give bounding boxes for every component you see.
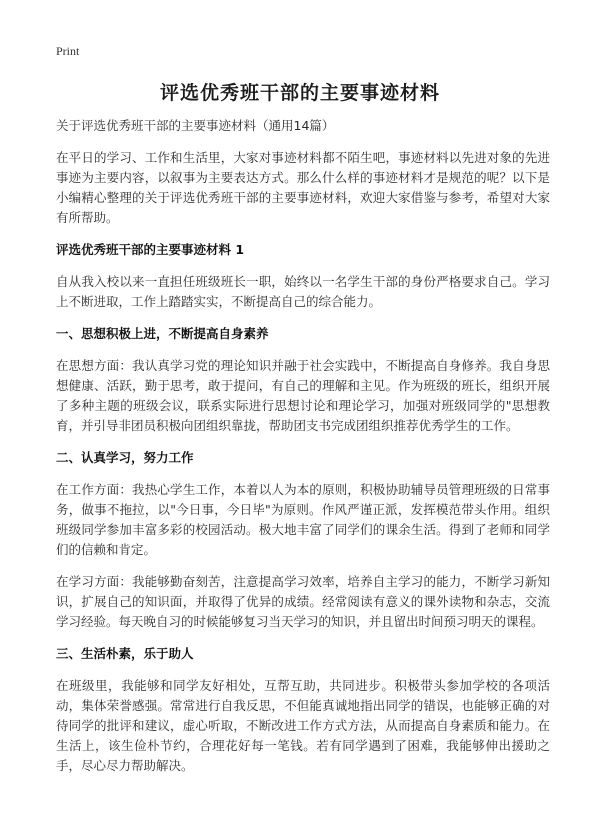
section-1-paragraph: 在思想方面：我认真学习党的理论知识并融于社会实践中，不断提高自身修养。我自身思想健康、活跃，勤于思考，敢于提问，有自己的理解和主见。作为班级的班长，组织开展了多种主题的班级会议，联系实际进行思想讨论和理论学习，加强对班级同学的"思想教育，并引导非团员积极向团组织靠拢，帮助团支书完成团组织推荐优秀学生的工作。	[56, 358, 550, 433]
article-body	[56, 116, 550, 788]
section-1-heading: 一、思想积极上进，不断提高自身素养	[56, 326, 269, 341]
print-link[interactable]: Print	[56, 44, 80, 58]
section-3-heading: 三、生活朴素，乐于助人	[56, 646, 194, 661]
section-2-paragraph-study: 在学习方面：我能够勤奋刻苦，注意提高学习效率，培养自主学习的能力，不断学习新知识，扩展自己的知识面，并取得了优异的成绩。经常阅读有意义的课外读物和杂志，交流学习经验。每天晚自习的时候能够复习当天学习的知识，并且留出时间预习明天的课程。	[56, 574, 550, 629]
page-title: 评选优秀班干部的主要事迹材料	[159, 82, 440, 104]
subtitle: 关于评选优秀班干部的主要事迹材料（通用14篇）	[56, 118, 335, 133]
section-3-paragraph: 在班级里，我能够和同学友好相处，互帮互助，共同进步。积极带头参加学校的各项活动，集体荣誉感强。常常进行自我反思，不但能真诚地指出同学的错误，也能够正确的对待同学的批评和建议，虚心听取，不断改进工作方式方法，从而提高自身素质和能力。在生活上，该生俭朴节约，合理花好每一笔钱。若有同学遇到了困难，我能够伸出援助之手，尽心尽力帮助解决。	[56, 678, 550, 773]
section-2-heading: 二、认真学习，努力工作	[56, 450, 194, 465]
intro-paragraph: 在平日的学习、工作和生活里，大家对事迹材料都不陌生吧，事迹材料以先进对象的先进事迹为主要内容，以叙事为主要表达方式。那么什么样的事迹材料才是规范的呢？以下是小编精心整理的关于评选优秀班干部的主要事迹材料，欢迎大家借鉴与参考，希望对大家有所帮助。	[56, 150, 550, 225]
article-intro-paragraph: 自从我入校以来一直担任班级班长一职，始终以一名学生干部的身份严格要求自己。学习上不断进取，工作上踏踏实实，不断提高自己的综合能力。	[56, 274, 550, 309]
section-2-paragraph-work: 在工作方面：我热心学生工作，本着以人为本的原则，积极协助辅导员管理班级的日常事务，做事不拖拉，以"今日事，今日毕"为原则。作风严谨正派，发挥模范带头作用。组织班级同学参加丰富多彩的校园活动。极大地丰富了同学们的课余生活。得到了老师和同学们的信赖和肯定。	[56, 482, 550, 557]
article-heading: 评选优秀班干部的主要事迹材料 1	[56, 242, 245, 257]
